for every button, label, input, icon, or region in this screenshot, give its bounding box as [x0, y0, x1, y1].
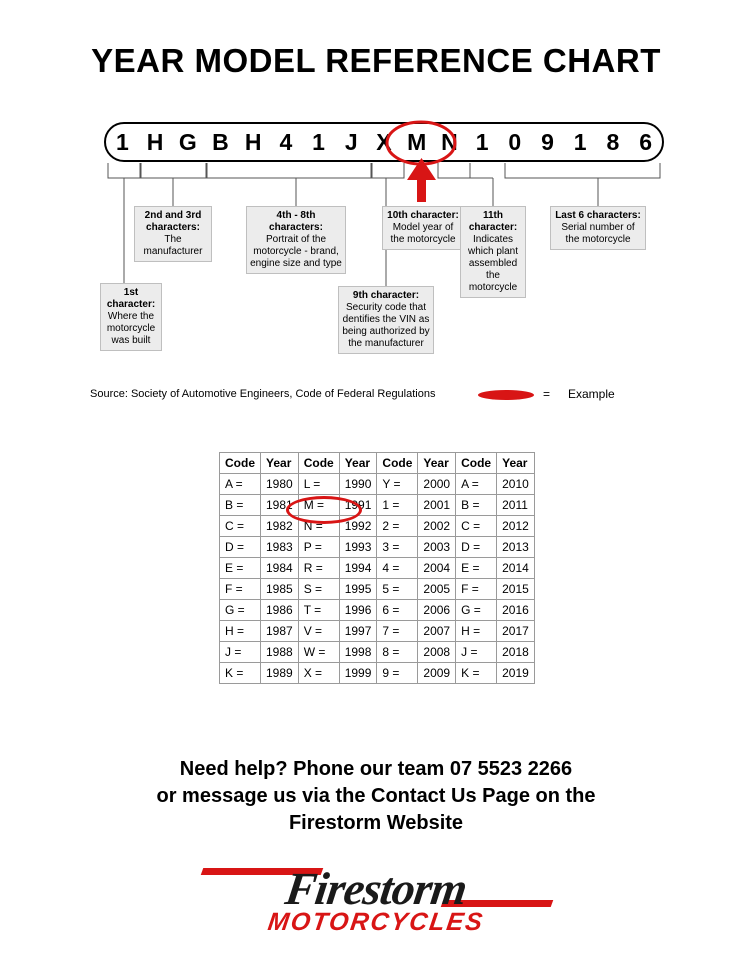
vin-char: H — [244, 128, 262, 155]
vin-char: H — [146, 128, 164, 155]
vin-char: B — [212, 128, 229, 155]
cell-code-highlighted: M = — [298, 495, 339, 516]
vin-number-bar — [104, 122, 664, 162]
page-title: YEAR MODEL REFERENCE CHART — [91, 42, 661, 79]
cell-code: 1 = — [377, 495, 418, 516]
cell-code: R = — [298, 558, 339, 579]
vin-char: 1 — [475, 128, 489, 155]
cell-code: D = — [456, 537, 497, 558]
cell-code: F = — [456, 579, 497, 600]
cell-year: 2019 — [497, 663, 535, 684]
callout-heading: 11th character: — [468, 210, 518, 233]
cell-year: 2013 — [497, 537, 535, 558]
vin-char: 9 — [541, 128, 554, 155]
table-row — [220, 495, 535, 516]
col-header-code-4: Code — [456, 453, 497, 474]
cell-code: S = — [298, 579, 339, 600]
legend-equals-sign: = — [543, 387, 551, 401]
firestorm-motorcycles-logo — [196, 862, 556, 940]
cell-code: 6 = — [377, 600, 418, 621]
year-code-table-wrapper — [219, 452, 535, 684]
table-row — [220, 663, 535, 684]
table-row — [220, 600, 535, 621]
table-row — [220, 558, 535, 579]
vin-10th-char-arrow — [407, 158, 436, 202]
callout-body: Model year of the motorcycle — [390, 222, 456, 245]
vin-char: J — [344, 128, 358, 155]
cell-year: 2017 — [497, 621, 535, 642]
cell-code: H = — [456, 621, 497, 642]
cell-year: 1981 — [261, 495, 299, 516]
col-header-year-1: Year — [261, 453, 299, 474]
cell-code: L = — [298, 474, 339, 495]
table-row — [220, 621, 535, 642]
cell-code: G = — [220, 600, 261, 621]
cell-code: 8 = — [377, 642, 418, 663]
cell-year: 1982 — [261, 516, 299, 537]
callout-heading: 1st character: — [106, 287, 156, 310]
cell-year: 2014 — [497, 558, 535, 579]
callout-last-6-characters — [550, 206, 646, 250]
callout-body: Where the motorcycle was built — [106, 311, 156, 346]
vin-char: G — [178, 128, 197, 155]
year-code-table — [219, 452, 535, 684]
cell-year: 1998 — [339, 642, 377, 663]
cell-code: T = — [298, 600, 339, 621]
col-header-code-3: Code — [377, 453, 418, 474]
cell-code: B = — [456, 495, 497, 516]
cell-year: 2018 — [497, 642, 535, 663]
callout-9th-character — [338, 286, 434, 354]
cell-code: X = — [298, 663, 339, 684]
cell-year: 1993 — [339, 537, 377, 558]
table-highlight-circle-m-1991 — [286, 496, 362, 524]
cell-year: 1983 — [261, 537, 299, 558]
cell-year-highlighted: 1991 — [339, 495, 377, 516]
cell-year: 1990 — [339, 474, 377, 495]
cell-year: 1984 — [261, 558, 299, 579]
callout-10th-character — [382, 206, 464, 250]
cell-code: N = — [298, 516, 339, 537]
cell-year: 2005 — [418, 579, 456, 600]
callout-heading: 10th character: — [387, 210, 459, 221]
callout-heading: Last 6 characters: — [555, 210, 641, 221]
cell-year: 1999 — [339, 663, 377, 684]
callout-heading: 2nd and 3rd characters: — [144, 210, 202, 233]
col-header-year-3: Year — [418, 453, 456, 474]
vin-char-highlighted: M — [407, 128, 427, 155]
cell-code: J = — [456, 642, 497, 663]
cell-code: Y = — [377, 474, 418, 495]
contact-block — [0, 756, 752, 837]
vin-char: 0 — [508, 128, 522, 155]
callout-heading: 4th - 8th characters: — [269, 210, 323, 233]
cell-year: 2016 — [497, 600, 535, 621]
table-row — [220, 642, 535, 663]
cell-year: 1995 — [339, 579, 377, 600]
contact-line-2: or message us via the Contact Us Page on the — [156, 785, 596, 807]
callout-body: The manufacturer — [143, 234, 203, 257]
cell-code: 3 = — [377, 537, 418, 558]
col-header-code-1: Code — [220, 453, 261, 474]
legend-example-label: Example — [568, 387, 615, 401]
cell-year: 2009 — [418, 663, 456, 684]
cell-year: 2000 — [418, 474, 456, 495]
table-row — [220, 474, 535, 495]
cell-code: 7 = — [377, 621, 418, 642]
vin-char: 1 — [312, 128, 325, 155]
cell-code: C = — [220, 516, 261, 537]
cell-code: W = — [298, 642, 339, 663]
vin-char: 6 — [639, 128, 652, 155]
callout-4th-8th-characters — [246, 206, 346, 274]
vin-char: 4 — [279, 128, 293, 155]
table-row — [220, 516, 535, 537]
cell-year: 2006 — [418, 600, 456, 621]
table-row — [220, 537, 535, 558]
vin-char: 8 — [606, 128, 620, 155]
cell-code: J = — [220, 642, 261, 663]
cell-code: 9 = — [377, 663, 418, 684]
table-row — [220, 579, 535, 600]
callout-body: Portrait of the motorcycle - brand, engine size and type — [250, 234, 342, 269]
callout-body: Security code that dentifies the VIN as being authorized by the manufacturer — [342, 302, 430, 349]
cell-year: 2010 — [497, 474, 535, 495]
source-note: Source: Society of Automotive Engineers, Code of Federal Regulations — [90, 388, 436, 400]
cell-year: 1994 — [339, 558, 377, 579]
cell-year: 1985 — [261, 579, 299, 600]
cell-year: 1989 — [261, 663, 299, 684]
callout-1st-character — [100, 283, 162, 351]
cell-year: 2004 — [418, 558, 456, 579]
cell-code: C = — [456, 516, 497, 537]
cell-year: 1980 — [261, 474, 299, 495]
cell-code: E = — [456, 558, 497, 579]
col-header-year-2: Year — [339, 453, 377, 474]
cell-code: G = — [456, 600, 497, 621]
cell-year: 2002 — [418, 516, 456, 537]
cell-year: 2008 — [418, 642, 456, 663]
logo-subwordmark: MOTORCYCLES — [266, 908, 487, 936]
callout-heading: 9th character: — [352, 290, 420, 301]
cell-year: 2015 — [497, 579, 535, 600]
cell-code: K = — [456, 663, 497, 684]
cell-code: B = — [220, 495, 261, 516]
cell-year: 2012 — [497, 516, 535, 537]
logo-wordmark: Firestorm — [282, 863, 470, 914]
cell-code: 2 = — [377, 516, 418, 537]
cell-code: E = — [220, 558, 261, 579]
col-header-code-2: Code — [298, 453, 339, 474]
col-header-year-4: Year — [497, 453, 535, 474]
cell-year: 1986 — [261, 600, 299, 621]
contact-line-3: Firestorm Website — [288, 812, 464, 834]
cell-year: 1996 — [339, 600, 377, 621]
cell-code: P = — [298, 537, 339, 558]
cell-year: 2001 — [418, 495, 456, 516]
cell-year: 2007 — [418, 621, 456, 642]
cell-year: 1988 — [261, 642, 299, 663]
cell-year: 1987 — [261, 621, 299, 642]
cell-code: H = — [220, 621, 261, 642]
cell-year: 2011 — [497, 495, 535, 516]
cell-code: D = — [220, 537, 261, 558]
cell-code: 4 = — [377, 558, 418, 579]
callout-body: Serial number of the motorcycle — [561, 222, 635, 245]
cell-code: V = — [298, 621, 339, 642]
callout-body: Indicates which plant assembled the motorcycle — [467, 234, 519, 293]
cell-code: 5 = — [377, 579, 418, 600]
cell-year: 1992 — [339, 516, 377, 537]
contact-line-1: Need help? Phone our team 07 5523 2266 — [179, 758, 573, 780]
cell-year: 2003 — [418, 537, 456, 558]
cell-year: 1997 — [339, 621, 377, 642]
cell-code: F = — [220, 579, 261, 600]
vin-char: N — [441, 128, 458, 155]
cell-code: A = — [220, 474, 261, 495]
callout-11th-character — [460, 206, 526, 298]
example-color-swatch — [478, 388, 534, 402]
vin-char: 1 — [573, 128, 587, 155]
cell-code: K = — [220, 663, 261, 684]
table-header-row — [220, 453, 535, 474]
vin-char: 1 — [115, 128, 129, 155]
callout-2nd-3rd-characters — [134, 206, 212, 262]
vin-char: X — [376, 128, 392, 155]
cell-code: A = — [456, 474, 497, 495]
